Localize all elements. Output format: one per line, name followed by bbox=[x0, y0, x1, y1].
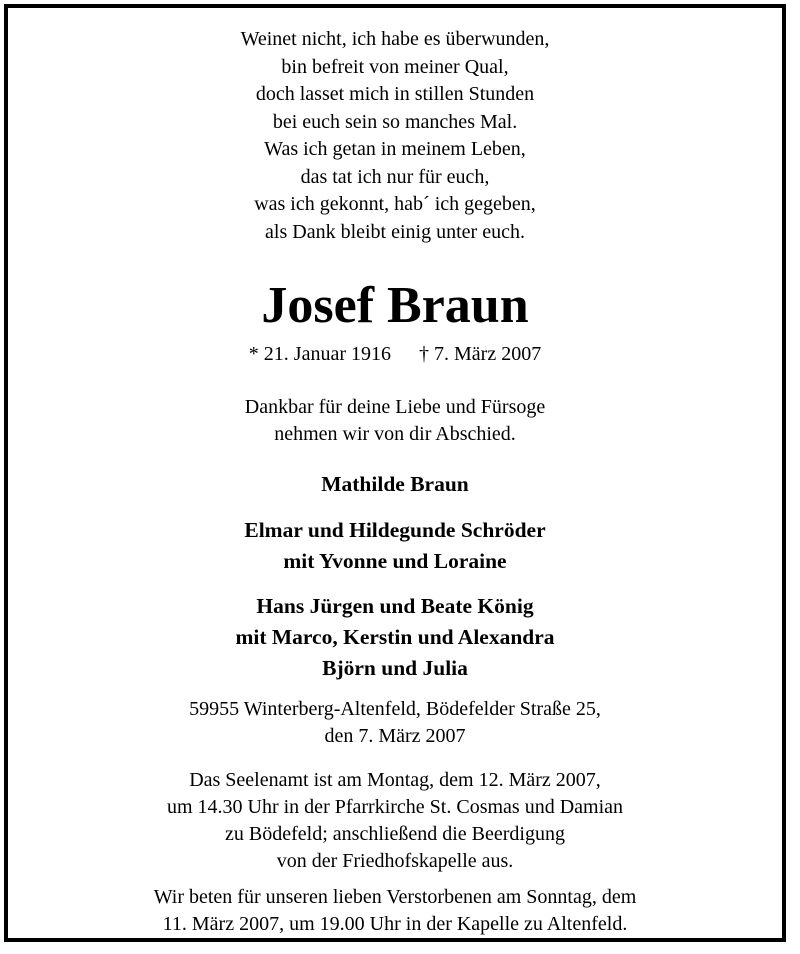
poem-line: was ich gekonnt, hab´ ich gegeben, bbox=[254, 193, 536, 215]
life-dates bbox=[16, 341, 774, 368]
deceased-name: Josef Braun bbox=[261, 277, 529, 334]
mourner-name: Hans Jürgen und Beate König bbox=[256, 594, 534, 618]
poem-verse bbox=[16, 26, 774, 246]
poem-line: als Dank bleibt einig unter euch. bbox=[265, 220, 525, 243]
mourner-name: Elmar und Hildegunde Schröder bbox=[244, 518, 546, 542]
farewell-text bbox=[16, 394, 774, 448]
farewell-line: Dankbar für deine Liebe und Fürsoge bbox=[244, 396, 546, 418]
prayer-info bbox=[16, 884, 774, 938]
mourner-name: mit Yvonne und Loraine bbox=[283, 549, 507, 573]
poem-line: bei euch sein so manches Mal. bbox=[272, 110, 518, 133]
address-line: 59955 Winterberg-Altenfeld, Bödefelder Straße 25, bbox=[189, 698, 601, 720]
service-line: von der Friedhofskapelle aus. bbox=[276, 850, 514, 872]
poem-line: bin befreit von meiner Qual, bbox=[281, 55, 509, 78]
prayer-line: Wir beten für unseren lieben Verstorbenen am Sonntag, dem bbox=[153, 886, 637, 908]
service-line: Das Seelenamt ist am Montag, dem 12. März 2007, bbox=[189, 769, 601, 791]
mourner-name: Mathilde Braun bbox=[321, 472, 469, 496]
obituary-notice bbox=[4, 4, 786, 942]
poem-line: das tat ich nur für euch, bbox=[300, 165, 490, 188]
poem-line: doch lasset mich in stillen Stunden bbox=[255, 83, 535, 105]
service-line: um 14.30 Uhr in der Pfarrkirche St. Cosmas und Damian bbox=[166, 796, 624, 818]
service-info bbox=[16, 767, 774, 875]
mourner-group bbox=[16, 515, 774, 577]
address-block bbox=[16, 696, 774, 750]
mourner-name: Björn und Julia bbox=[322, 656, 468, 680]
address-line: den 7. März 2007 bbox=[324, 725, 466, 747]
poem-line: Weinet nicht, ich habe es überwunden, bbox=[240, 28, 550, 50]
mourner-group bbox=[16, 591, 774, 684]
mourner-name: mit Marco, Kerstin und Alexandra bbox=[235, 625, 555, 649]
prayer-line: 11. März 2007, um 19.00 Uhr in der Kapelle zu Altenfeld. bbox=[162, 913, 628, 935]
farewell-line: nehmen wir von dir Abschied. bbox=[274, 423, 516, 445]
death-date: † 7. März 2007 bbox=[419, 343, 542, 365]
service-line: zu Bödefeld; anschließend die Beerdigung bbox=[225, 823, 565, 845]
poem-line: Was ich getan in meinem Leben, bbox=[264, 138, 526, 160]
mourner-group bbox=[16, 469, 774, 500]
birth-date: * 21. Januar 1916 bbox=[248, 343, 391, 365]
